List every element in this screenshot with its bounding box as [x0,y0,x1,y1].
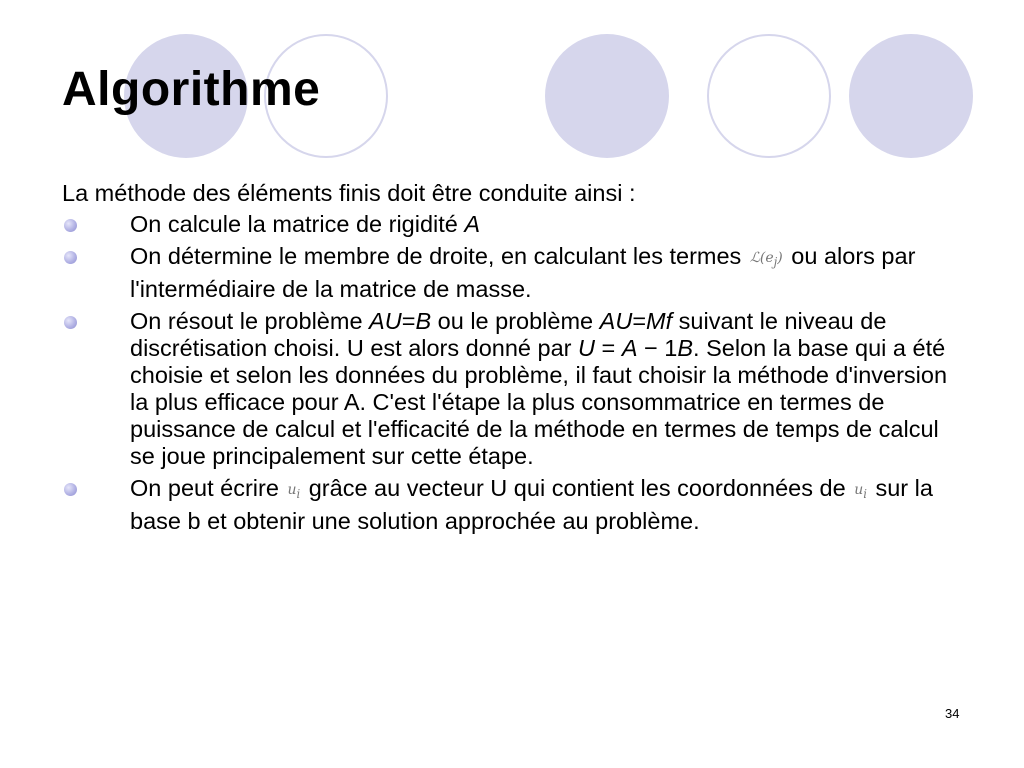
math-symbol: B [677,334,694,361]
math-symbol: Mf [646,307,673,334]
decor-circle [707,34,831,158]
bullet-text: ou le problème [431,307,600,334]
math-symbol: U [578,334,596,361]
bullet-icon [64,316,77,329]
bullet-icon [64,251,77,264]
bullet-text: sur la base b et obtenir une solution approchée au problème. [130,474,933,534]
bullet-text: ou alors par l'intermédiaire de la matrice de masse. [130,243,916,302]
bullet-list [62,211,962,535]
bullet-text: . Selon la base qui a été choisie et selon les données du problème, il faut choisir la méthode d'inversion la plus efficace pour A. C'est l'étape la plus consommatrice en termes de puissance de calcul et l'efficacité de la méthode en termes de temps de calcul se joue principalement sur cette étape. [130,334,948,469]
bullet-item [62,475,962,535]
math-operator: = [632,307,647,334]
bullet-text: grâce au vecteur U qui contient les coordonnées de [302,474,853,501]
bullet-text: On résout le problème [130,307,370,334]
decor-circle [545,34,669,158]
formula-image: $u_i$ [287,481,301,501]
math-operator: − 1 [637,334,678,361]
bullet-item [62,243,962,303]
math-symbol: A [464,211,481,237]
bullet-text: On détermine le membre de droite, en calculant les termes [130,243,748,269]
formula-image: $u_i$ [854,481,867,501]
slide-title: Algorithme [62,63,321,116]
bullet-icon [64,483,77,496]
math-operator: = [595,334,622,361]
math-symbol: A [621,334,638,361]
math-symbol: AU [599,307,633,334]
math-operator: = [401,307,416,334]
bullet-icon [64,219,77,232]
bullet-text: On peut écrire [130,474,286,501]
formula-image: $ℒ(e_j)$ [749,250,783,269]
math-symbol: AU [369,307,402,334]
math-symbol: B [415,307,432,334]
slide-body [62,180,962,540]
page-number: 34 [945,706,960,721]
intro-text: La méthode des éléments finis doit être conduite ainsi : [62,180,636,206]
bullet-text: On calcule la matrice de rigidité [130,211,465,237]
bullet-text: suivant le niveau de discrétisation choisi. U est alors donné par [130,307,887,361]
bullet-item [62,211,962,238]
bullet-item [62,308,962,470]
decor-circle [849,34,973,158]
